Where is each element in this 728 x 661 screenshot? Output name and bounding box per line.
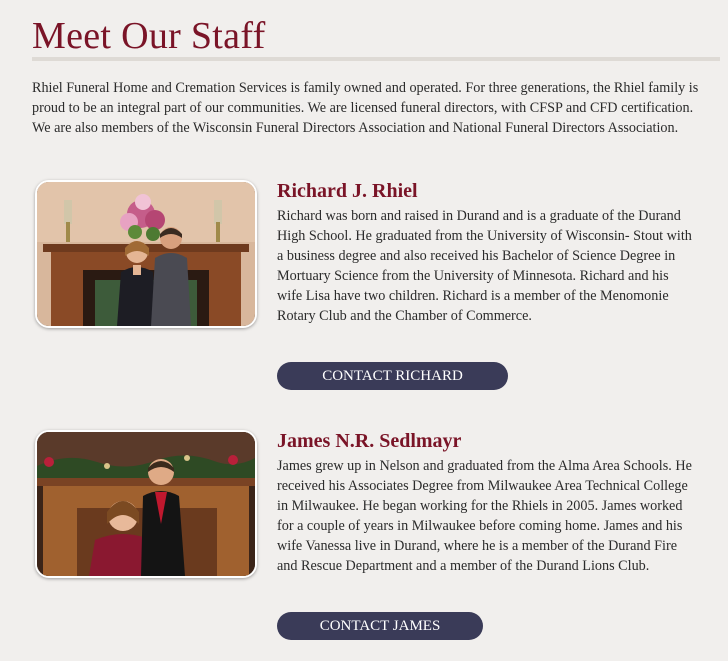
staff-bio: James grew up in Nelson and graduated from the Alma Area Schools. He received his Associates Degree from Milwaukee Area Technical College in Milwaukee. He began working for the Rhiels in 2005. James worked for a couple of years in Milwaukee before coming home. James and his wife Vanessa live in Durand, where he is a member of the Durand Fire and Rescue Department and a member of the Durand Lions Club. [277, 458, 692, 574]
contact-richard-button[interactable]: CONTACT RICHARD [277, 362, 508, 390]
staff-name: James N.R. Sedlmayr [277, 430, 462, 452]
contact-james-button[interactable]: CONTACT JAMES [277, 612, 483, 640]
staff-name: Richard J. Rhiel [277, 180, 418, 202]
staff-photo-richard [35, 180, 257, 328]
title-divider [32, 57, 720, 61]
page-title: Meet Our Staff [32, 15, 266, 57]
staff-bio: Richard was born and raised in Durand and is a graduate of the Durand High School. He graduated from the University of Wisconsin- Stout with a business degree and also received his Bachelor of Science Degree in Mortuary Science from the University of Minnesota. Richard and his wife Lisa have two children. Richard is a member of the Menomonie Rotary Club and the Chamber of Commerce. [277, 208, 692, 324]
staff-photo-james [35, 430, 257, 578]
intro-paragraph: Rhiel Funeral Home and Cremation Services is family owned and operated. For three generations, the Rhiel family is proud to be an integral part of our communities. We are licensed funeral directors, with CFSP and CFD certification. We are also members of the Wisconsin Funeral Directors Association and National Funeral Directors Association. [32, 80, 699, 136]
